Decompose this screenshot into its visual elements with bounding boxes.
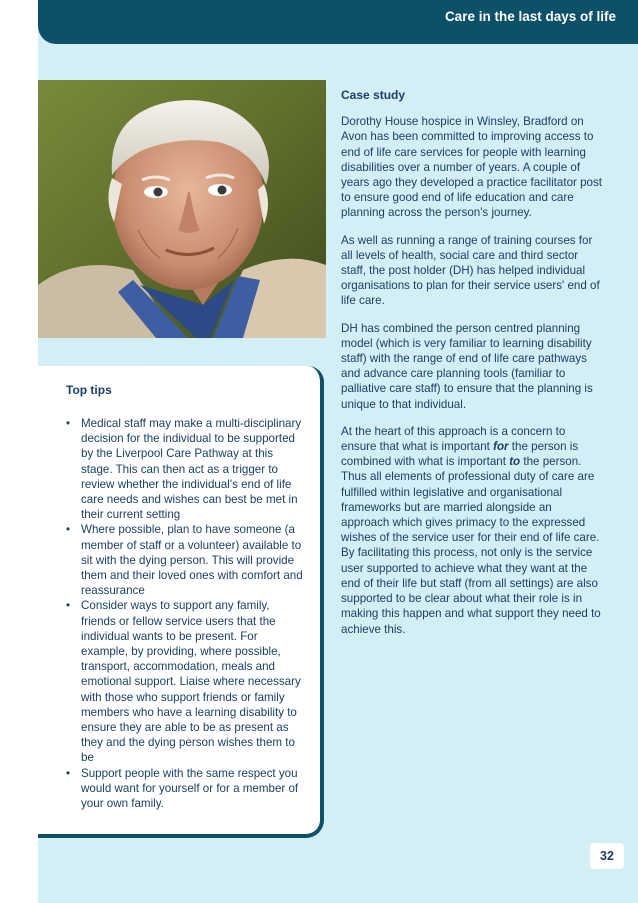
header-title: Care in the last days of life	[444, 9, 616, 24]
case-study-paragraph: Dorothy House hospice in Winsley, Bradford on Avon has been committed to improving access to end of life care services for people with learning disabilities over a number of years. A couple of years ago they developed a practice facilitator post to ensure good end of life education and care planning across the person's journey.	[341, 115, 603, 220]
list-item	[66, 598, 304, 765]
page-number: 32	[590, 843, 624, 869]
tip-text: Where possible, plan to have someone (a member of staff or a volunteer) available to sit with the dying person. This will provide them and their loved ones with comfort and reassurance	[81, 523, 303, 598]
case-study-paragraph: DH has combined the person centred planning model (which is very familiar to learning disability staff) with the range of end of life care pathways and advance care planning tools (familiar to palliative care staff) to ensure that the planning is unique to that individual.	[341, 321, 593, 411]
bullet-icon: •	[66, 599, 71, 613]
top-tips-title: Top tips	[66, 383, 112, 397]
case-study-paragraph: At the heart of this approach is a concern to ensure that what is important for the person is combined with what is important to the person. Thus all elements of professional duty of care are fulfilled within legislative and organisational frameworks but are married alongside an approach which gives primacy to the expressed wishes of the service user for their end of life care. By facilitating this process, not only is the service user supported to achieve what they want at the end of their life but staff (from all settings) are also supported to be clear about what their role is in making this happen and what support they need to achieve this.	[341, 424, 601, 636]
portrait-photo	[38, 80, 326, 338]
list-item	[66, 416, 304, 522]
tip-text: Medical staff may make a multi-disciplinary decision for the individual to be supported by the Liverpool Care Pathway at this stage. This can then act as a trigger to review whether the individual's end of life care needs and wishes can best be met in their current setting	[81, 417, 302, 522]
bullet-icon: •	[66, 523, 71, 537]
emphasis-to: to	[509, 455, 521, 469]
list-item	[66, 522, 304, 598]
emphasis-for: for	[493, 440, 509, 454]
bullet-icon: •	[66, 417, 71, 430]
case-study-title: Case study	[341, 88, 406, 102]
tip-text: Consider ways to support any family, friends or fellow service users that the individual wants to be present. For example, by providing, where possible, transport, accommodation, meals and emotional support. Liaise where necessary with those who support friends or family members who have a learning disability to ensure they are able to be as present as they and the dying person wishes them to be	[81, 599, 301, 765]
list-item	[66, 766, 304, 812]
top-tips-list	[66, 416, 304, 811]
case-study	[341, 88, 603, 649]
tip-text: Support people with the same respect you would want for yourself or for a member of your own family.	[81, 766, 299, 811]
case-study-paragraph: As well as running a range of training courses for all levels of health, social care and third sector staff, the post holder (DH) has helped individual organisations to plan for their service users' end of life care.	[341, 233, 600, 308]
header-bar	[38, 0, 638, 44]
bullet-icon: •	[66, 766, 71, 780]
